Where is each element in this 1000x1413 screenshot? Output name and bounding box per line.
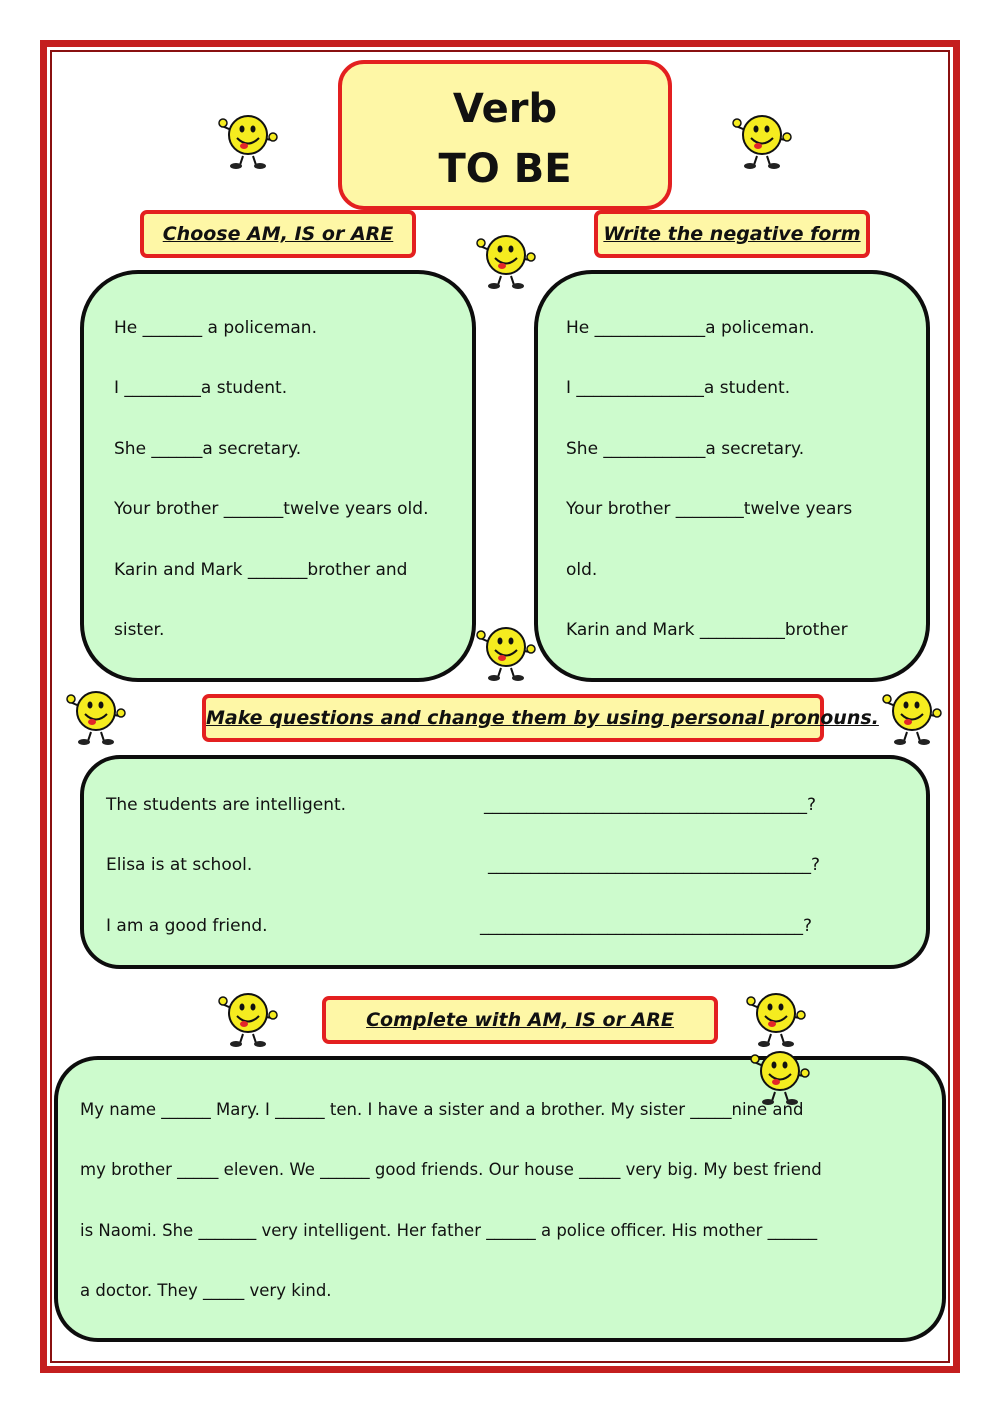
title-box	[338, 60, 672, 210]
question-answer-line-1[interactable]: ______________________________________?	[484, 795, 817, 815]
negative-label: Write the negative form	[594, 210, 870, 258]
smiley-icon	[730, 110, 792, 170]
choose-sentence-5: Karin and Mark _______brother and	[114, 560, 408, 580]
smiley-icon	[474, 230, 536, 290]
complete-label: Complete with AM, IS or ARE	[322, 996, 718, 1044]
questions-panel	[80, 755, 930, 969]
questions-label: Make questions and change them by using personal pronouns.	[202, 694, 824, 742]
negative-sentence-5: old.	[566, 560, 598, 580]
question-sentence-2: Elisa is at school.	[106, 855, 253, 875]
negative-sentence-6: Karin and Mark __________brother	[566, 620, 848, 640]
question-sentence-3: I am a good friend.	[106, 916, 268, 936]
choose-sentence-6: sister.	[114, 620, 165, 640]
question-sentence-1: The students are intelligent.	[106, 795, 347, 815]
choose-sentence-4: Your brother _______twelve years old.	[114, 499, 429, 519]
smiley-icon	[880, 686, 942, 746]
title-line-2: TO BE	[438, 146, 572, 192]
negative-sentence-3: She ____________a secretary.	[566, 439, 805, 459]
smiley-icon	[748, 1046, 810, 1106]
negative-sentence-4: Your brother ________twelve years	[566, 499, 853, 519]
negative-sentence-2: I _______________a student.	[566, 378, 791, 398]
smiley-icon	[744, 988, 806, 1048]
smiley-icon	[474, 622, 536, 682]
choose-panel	[80, 270, 476, 682]
smiley-icon	[216, 988, 278, 1048]
complete-line-1: My name ______ Mary. I ______ ten. I have a sister and a brother. My sister _____nine and	[80, 1100, 804, 1119]
smiley-icon	[216, 110, 278, 170]
complete-panel	[54, 1056, 946, 1342]
smiley-icon	[64, 686, 126, 746]
choose-sentence-3: She ______a secretary.	[114, 439, 302, 459]
choose-sentence-2: I _________a student.	[114, 378, 288, 398]
complete-line-2: my brother _____ eleven. We ______ good friends. Our house _____ very big. My best friend	[80, 1160, 822, 1179]
question-answer-line-3[interactable]: ______________________________________?	[480, 916, 813, 936]
choose-label: Choose AM, IS or ARE	[140, 210, 416, 258]
question-answer-line-2[interactable]: ______________________________________?	[488, 855, 821, 875]
title-line-1: Verb	[452, 86, 558, 132]
negative-panel	[534, 270, 930, 682]
complete-line-4: a doctor. They _____ very kind.	[80, 1281, 332, 1300]
choose-sentence-1: He _______ a policeman.	[114, 318, 317, 338]
negative-sentence-1: He _____________a policeman.	[566, 318, 815, 338]
complete-line-3: is Naomi. She _______ very intelligent. Her father ______ a police officer. His mother ______	[80, 1221, 818, 1240]
